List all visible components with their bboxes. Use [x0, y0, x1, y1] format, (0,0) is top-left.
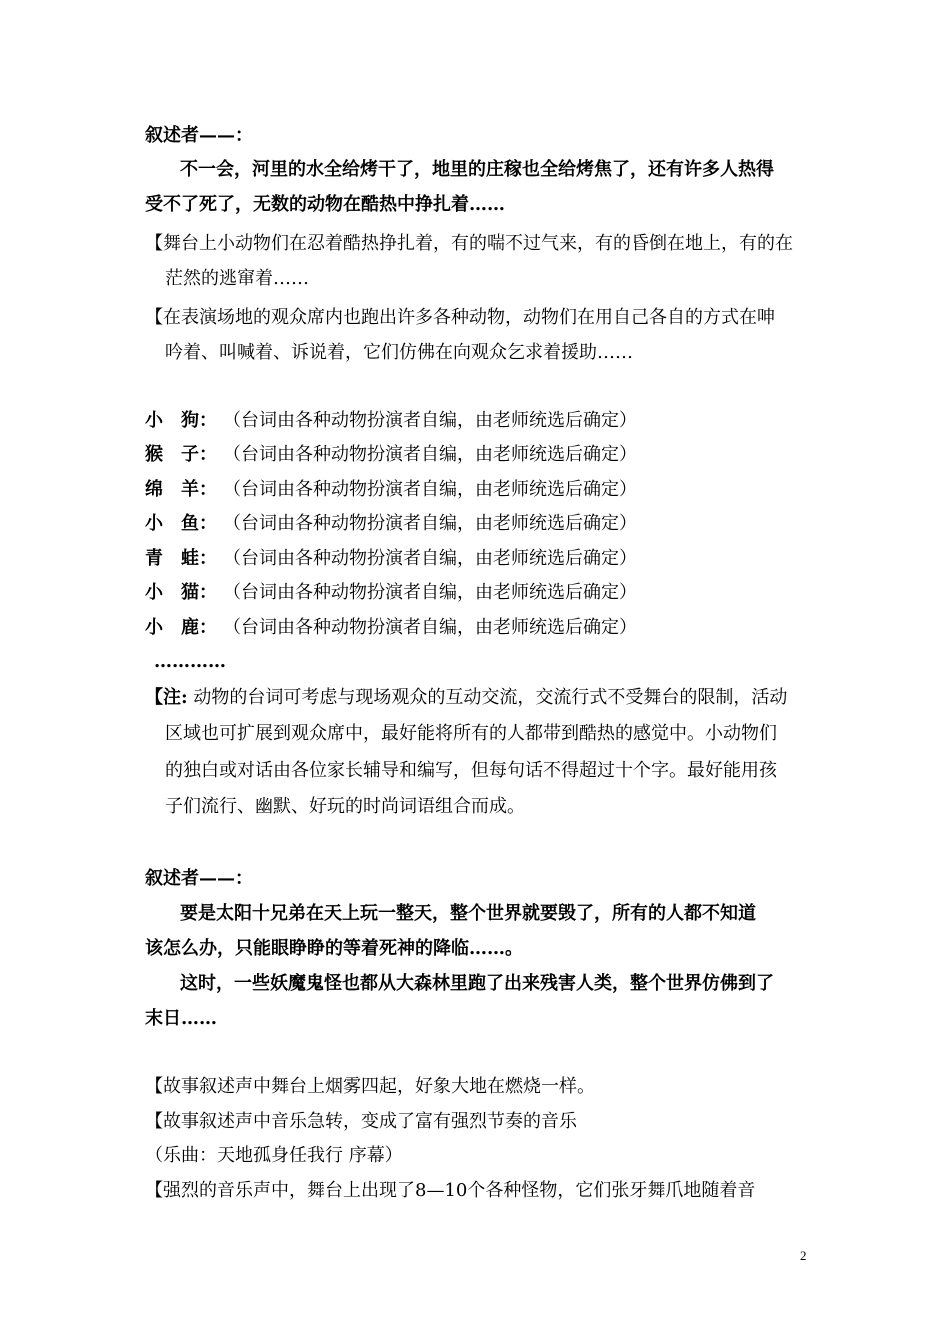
note-line — [145, 686, 787, 710]
role-line — [145, 443, 637, 467]
note-text: 动物的台词可考虑与现场观众的互动交流，交流行式不受舞台的限制，活动 — [187, 687, 788, 708]
note-text: 区域也可扩展到观众席中，最好能将所有的人都带到酷热的感觉中。小动物们 — [165, 723, 777, 744]
stage-direction: 【在表演场地的观众席内也跑出许多各种动物，动物们在用自己各自的方式在呻 — [145, 307, 775, 328]
role-name: 小 猫： — [145, 582, 217, 603]
note-label: 【注: — [145, 687, 188, 708]
narration-text: 这时，一些妖魔鬼怪也都从大森林里跑了出来残害人类，整个世界仿佛到了 — [180, 973, 774, 994]
role-text: （台词由各种动物扮演者自编，由老师统选后确定） — [223, 513, 637, 534]
role-text: （台词由各种动物扮演者自编，由老师统选后确定） — [223, 444, 637, 465]
role-name: 青 蛙： — [145, 548, 217, 569]
role-line — [145, 581, 637, 605]
role-line — [145, 547, 637, 571]
stage-direction: 吟着、叫喊着、诉说着，它们仿佛在向观众乞求着援助…… — [165, 342, 633, 363]
ellipsis: ………… — [154, 651, 226, 672]
role-line — [145, 478, 637, 502]
narration-text: 末日…… — [145, 1008, 217, 1029]
role-line — [145, 409, 637, 433]
role-name: 绵 羊： — [145, 479, 217, 500]
role-name: 小 鱼： — [145, 513, 217, 534]
page-number: 2 — [800, 1248, 807, 1263]
note-text: 子们流行、幽默、好玩的时尚词语组合而成。 — [165, 796, 525, 817]
narration-text: 受不了死了，无数的动物在酷热中挣扎着…… — [145, 194, 505, 215]
role-text: （台词由各种动物扮演者自编，由老师统选后确定） — [223, 617, 637, 638]
role-line — [145, 512, 637, 536]
music-note: （乐曲：天地孤身任我行 序幕） — [145, 1145, 403, 1166]
role-text: （台词由各种动物扮演者自编，由老师统选后确定） — [223, 548, 637, 569]
role-name: 小 鹿： — [145, 617, 217, 638]
narration-text: 不一会，河里的水全给烤干了，地里的庄稼也全给烤焦了，还有许多人热得 — [180, 159, 774, 180]
role-line — [145, 616, 637, 640]
stage-direction: 【舞台上小动物们在忍着酷热挣扎着，有的喘不过气来，有的昏倒在地上，有的在 — [145, 233, 793, 254]
narration-text: 要是太阳十兄弟在天上玩一整天，整个世界就要毁了，所有的人都不知道 — [180, 903, 756, 924]
role-text: （台词由各种动物扮演者自编，由老师统选后确定） — [223, 479, 637, 500]
stage-direction: 【故事叙述声中音乐急转，变成了富有强烈节奏的音乐 — [145, 1111, 577, 1132]
role-name: 猴 子： — [145, 444, 217, 465]
role-text: （台词由各种动物扮演者自编，由老师统选后确定） — [223, 410, 637, 431]
role-text: （台词由各种动物扮演者自编，由老师统选后确定） — [223, 582, 637, 603]
stage-direction: 【故事叙述声中舞台上烟雾四起，好象大地在燃烧一样。 — [145, 1076, 595, 1097]
narration-text: 该怎么办，只能眼睁睁的等着死神的降临……。 — [145, 938, 523, 959]
narrator-heading: 叙述者——： — [145, 868, 253, 889]
stage-direction: 【强烈的音乐声中，舞台上出现了8—10个各种怪物，它们张牙舞爪地随着音 — [145, 1180, 756, 1201]
stage-direction: 茫然的逃窜着…… — [165, 268, 309, 289]
role-name: 小 狗： — [145, 410, 217, 431]
narrator-heading: 叙述者——： — [145, 125, 253, 146]
note-text: 的独白或对话由各位家长辅导和编写，但每句话不得超过十个字。最好能用孩 — [165, 760, 777, 781]
